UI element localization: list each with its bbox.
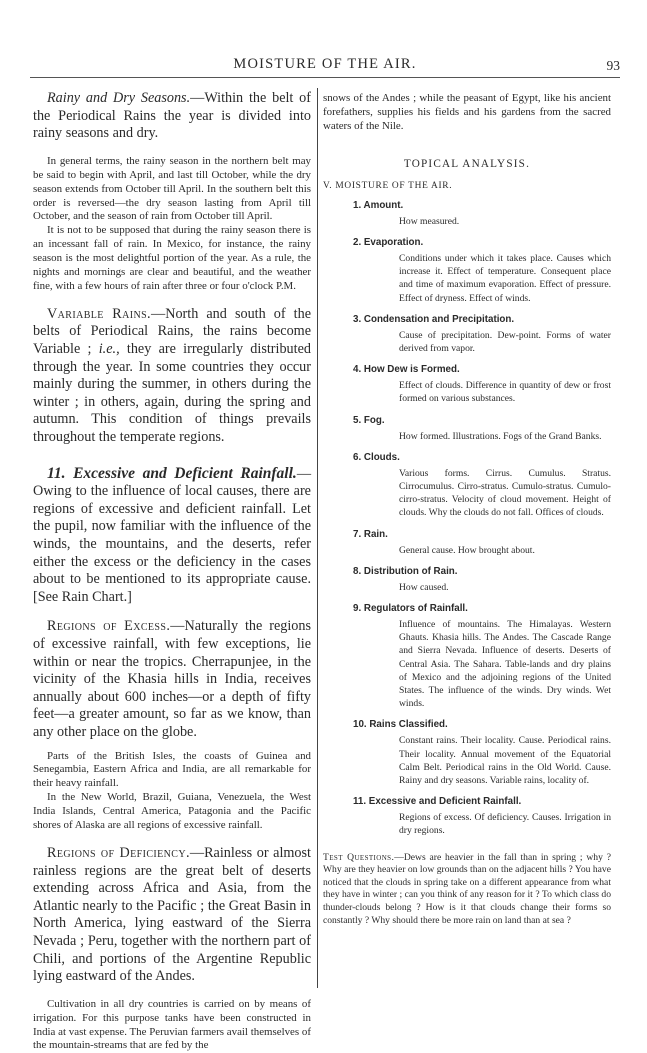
heading-rainy-dry: Rainy and Dry Seasons. [47, 90, 191, 106]
topic-description: How caused. [399, 581, 449, 593]
topic-item [323, 719, 611, 787]
heading-variable: Variable Rains. [47, 305, 152, 322]
note-new-world: In the New World, Brazil, Guiana, Venezuela, the West India Islands, Central America, Patagonia and the Pacific shores of Alaska are all regions of excessive rainfall. [33, 791, 311, 832]
topic-list [323, 200, 611, 838]
topic-heading: 7. Rain. [353, 528, 388, 540]
topic-description: Regions of excess. Of deficiency. Causes. Irrigation in dry regions. [399, 812, 611, 837]
text-rainy-dry: —Within the belt of the Periodical Rains the year is divided into rainy seasons and dry. [33, 90, 311, 142]
text-variable-2: they are irregularly distributed through the year. In some countries they occur mainly during the summer, in others during the winter ; in others, again, during the spring and autumn. This condition of things prevails throughout the temperate regions. [33, 341, 311, 445]
topic-heading: 11. Excessive and Deficient Rainfall. [353, 796, 522, 808]
running-title: MOISTURE OF THE AIR. [233, 56, 417, 72]
topic-description: Conditions under which it takes place. Causes which increase it. Effect of temperature. Consequent place and time of maximum evaporation. Effect of pressure. Effect of dryness. Effect of winds. [399, 252, 611, 304]
topical-analysis-title: TOPICAL ANALYSIS. [403, 157, 531, 170]
note-british-isles: Parts of the British Isles, the coasts of Guinea and Senegambia, Eastern Africa and India, are all remarkable for their heavy rainfall. [33, 749, 311, 790]
topic-item [323, 200, 611, 228]
topic-item [323, 529, 611, 557]
note-irrigation: Cultivation in all dry countries is carried on by means of irrigation. For this purpose tanks have been constructed in India at vast expense. The Peruvian farmers avail themselves of the mountain-streams that are fed by the [33, 997, 311, 1052]
text-excess: —Naturally the regions of excessive rainfall, with few exceptions, lie within or near the tropics. Cherrapunjee, in the vicinity of the Khasia hills in India, receives annually about 600 inches—or a depth of fifty feet—a greater amount, so far as we know, than any other place on the globe. [33, 618, 311, 740]
topic-item [323, 364, 611, 405]
text-deficiency: —Rainless or almost rainless regions are the great belt of deserts extending across Africa and Asia, from the Atlantic nearly to the Pacific ; the Great Basin in North America, lying eastward of the Sierra Nevada ; Peru, together with the northern part of Chili, and portions of the Argentine Republic lying eastward of the Andes. [33, 844, 311, 985]
topic-description: Influence of mountains. The Himalayas. Western Ghauts. Khasia hills. The Andes. The Cascade Range and Sierra Nevada. Influence of deserts. Deserts of Central Asia. The Sahara. Table-lands and dry plains of Mexico and the adjoining regions of the United States. The influence of the winds. Dry winds. Wet winds. [399, 618, 611, 710]
paragraph-rainy-dry [33, 90, 311, 143]
topic-description: Constant rains. Their locality. Cause. Periodical rains. Their locality. Annual movement of the Equatorial Calm Belt. Periodical rains in the Old World. Cause. Rainy and dry seasons. Variable rains, locality of. [399, 735, 611, 786]
topic-heading: 10. Rains Classified. [353, 719, 448, 731]
topic-item [323, 452, 611, 520]
test-questions-heading: Test Questions. [323, 851, 395, 863]
test-questions [323, 852, 611, 928]
paragraph-variable [33, 306, 311, 447]
header-rule [30, 77, 620, 78]
right-column [323, 88, 611, 927]
topic-description: Effect of clouds. Difference in quantity of dew or frost formed on various substances. [399, 380, 611, 405]
column-divider [317, 88, 318, 988]
topic-heading: 8. Distribution of Rain. [353, 565, 458, 577]
page-header [30, 56, 620, 78]
topic-description: Cause of precipitation. Dew-point. Forms of water derived from vapor. [399, 329, 611, 354]
text-variable-1: —North and south of the belts of Periodical Rains, the rains become Variable ; [33, 305, 312, 358]
heading-section-11: 11. Excessive and Deficient Rainfall. [47, 464, 297, 482]
note-seasons: In general terms, the rainy season in the northern belt may be said to begin with April, and last till October, while the dry season extends from October till April. In the southern belt this order is reversed—the dry season lasting from April till October, and the season of rain from October till April. [33, 154, 311, 223]
paragraph-section-11 [33, 465, 311, 607]
topic-description: How measured. [399, 215, 460, 227]
topic-heading: 3. Condensation and Precipitation. [353, 313, 515, 325]
paragraph-deficiency [33, 845, 311, 986]
text-section-11: —Owing to the influence of local causes, there are regions of excessive and deficient rainfall. Let the pupil, now familiar with the influence of the winds, the mountains, and the deserts, refer either the excess or the deficiency in the cases about to be mentioned to its appropriate cause. [See Rain Chart.] [33, 465, 311, 605]
paragraph-excess [33, 618, 311, 741]
chapter-heading: V. MOISTURE OF THE AIR. [323, 180, 453, 191]
topic-heading: 4. How Dew is Formed. [353, 364, 460, 376]
topic-heading: 9. Regulators of Rainfall. [353, 602, 468, 614]
topic-description: How formed. Illustrations. Fogs of the Grand Banks. [399, 430, 602, 442]
page-number: 93 [606, 58, 620, 73]
topic-heading: 2. Evaporation. [353, 236, 424, 248]
topic-description: General cause. How brought about. [399, 544, 535, 556]
topic-heading: 5. Fog. [353, 414, 385, 426]
topic-item [323, 237, 611, 305]
topic-item [323, 796, 611, 837]
note-mexico: It is not to be supposed that during the rainy season there is an incessant fall of rain. In Mexico, for instance, the rainy season is the most delightful portion of the year. As a rule, the nights and mornings are clear and beautiful, and the weather fine, with a few hours of rain after three or four o'clock P.M. [33, 224, 311, 292]
heading-deficiency: Regions of Deficiency. [47, 844, 190, 861]
topic-item [323, 566, 611, 594]
topic-description: Various forms. Cirrus. Cumulus. Stratus. Cirrocumulus. Cirro-stratus. Cumulo-stratus. Cumulo-cirro-stratus. Velocity of cloud movement. Height of clouds. Why the clouds do not fall. Offices of clouds. [399, 467, 611, 519]
topic-heading: 6. Clouds. [353, 451, 400, 463]
heading-excess: Regions of Excess. [47, 618, 171, 635]
topic-item [323, 314, 611, 355]
topic-item [323, 415, 611, 443]
topic-heading: 1. Amount. [353, 199, 404, 211]
test-questions-text: —Dews are heavier in the fall than in spring ; why ? Why are they heavier on low grounds than on the adjacent hills ? You have noticed that the clouds in spring take on a different appearance from what they have in winter ; can you think of any reason for it ? To which class do thunder-clouds belong ? How is it that clouds change their forms so constantly ? Why should there be more rain on land than at sea ? [323, 851, 611, 926]
text-variable-ie: i.e., [98, 341, 120, 358]
left-column [33, 88, 311, 1053]
continuation-text: snows of the Andes ; while the peasant of Egypt, like his ancient forefathers, supplies his fields and his gardens from the sacred waters of the Nile. [323, 92, 611, 132]
topic-item [323, 603, 611, 710]
